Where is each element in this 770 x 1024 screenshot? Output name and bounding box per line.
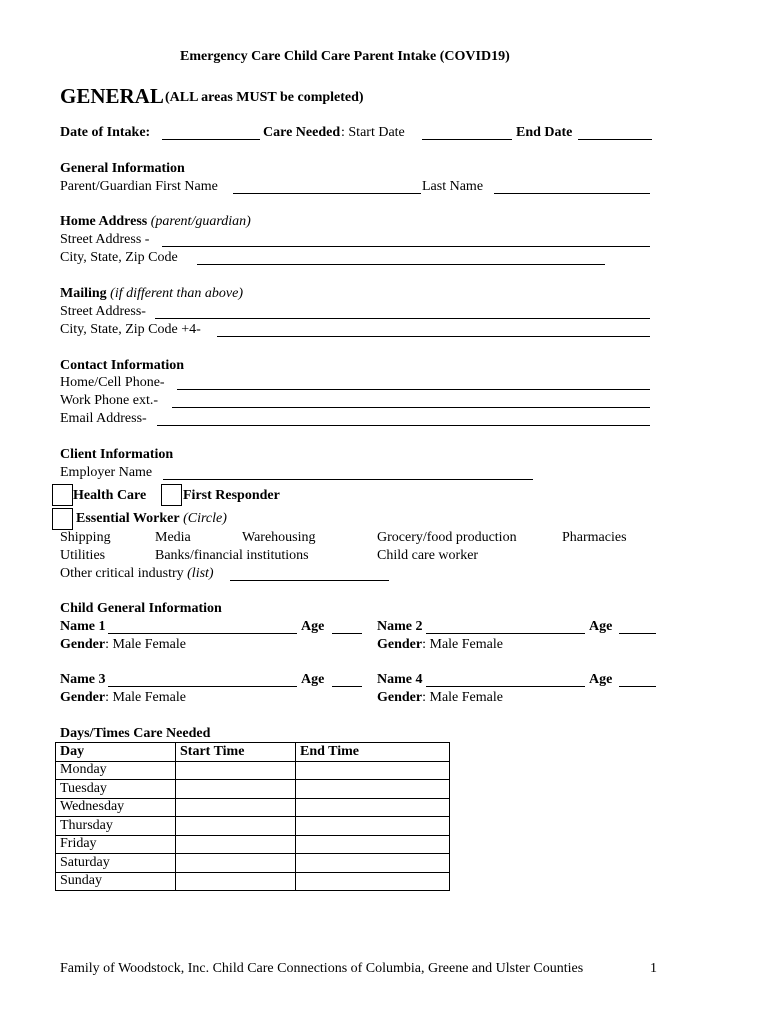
email-field[interactable] bbox=[157, 425, 650, 426]
industry-shipping[interactable]: Shipping bbox=[60, 530, 111, 545]
last-name-label: Last Name bbox=[422, 179, 484, 194]
other-industry-label: Other critical industry (list) bbox=[60, 566, 214, 581]
child4-age-label: Age bbox=[589, 672, 613, 687]
industry-child-care[interactable]: Child care worker bbox=[377, 548, 479, 563]
child2-gender[interactable]: Gender: Male Female bbox=[377, 637, 503, 652]
home-phone-field[interactable] bbox=[177, 389, 650, 390]
child2-name-label: Name 2 bbox=[377, 619, 423, 634]
work-phone-label: Work Phone ext.- bbox=[60, 393, 159, 408]
start-time-cell[interactable] bbox=[176, 798, 296, 817]
start-time-cell[interactable] bbox=[176, 780, 296, 799]
mailing-street-field[interactable] bbox=[155, 318, 650, 319]
schedule-heading: Days/Times Care Needed bbox=[60, 726, 211, 741]
child3-gender[interactable]: Gender: Male Female bbox=[60, 690, 186, 705]
column-header-end-time: End Time bbox=[296, 743, 450, 762]
section-heading: GENERAL bbox=[60, 84, 164, 108]
column-header-day: Day bbox=[56, 743, 176, 762]
child4-age-field[interactable] bbox=[619, 686, 656, 687]
industry-utilities[interactable]: Utilities bbox=[60, 548, 106, 563]
industry-banks[interactable]: Banks/financial institutions bbox=[155, 548, 309, 563]
start-time-cell[interactable] bbox=[176, 854, 296, 873]
end-time-cell[interactable] bbox=[296, 872, 450, 891]
child2-age-field[interactable] bbox=[619, 633, 656, 634]
industry-media[interactable]: Media bbox=[155, 530, 191, 545]
first-responder-checkbox[interactable] bbox=[161, 484, 182, 506]
mailing-street-label: Street Address- bbox=[60, 304, 146, 319]
day-cell: Monday bbox=[56, 761, 176, 780]
child4-gender[interactable]: Gender: Male Female bbox=[377, 690, 503, 705]
day-cell: Friday bbox=[56, 835, 176, 854]
table-row bbox=[56, 835, 450, 854]
end-date-field[interactable] bbox=[578, 139, 652, 140]
child2-name-field[interactable] bbox=[426, 633, 585, 634]
start-date-field[interactable] bbox=[422, 139, 512, 140]
work-phone-field[interactable] bbox=[172, 407, 650, 408]
home-street-label: Street Address - bbox=[60, 232, 150, 247]
health-care-checkbox[interactable] bbox=[52, 484, 73, 506]
end-time-cell[interactable] bbox=[296, 780, 450, 799]
child1-name-field[interactable] bbox=[108, 633, 297, 634]
child4-name-label: Name 4 bbox=[377, 672, 423, 687]
essential-worker-label: Essential Worker (Circle) bbox=[76, 511, 227, 526]
footer-org: Family of Woodstock, Inc. Child Care Connections of Columbia, Greene and Ulster Counties bbox=[60, 961, 584, 976]
child3-name-label: Name 3 bbox=[60, 672, 106, 687]
home-street-field[interactable] bbox=[162, 246, 650, 247]
start-date-label: : Start Date bbox=[341, 125, 405, 140]
employer-label: Employer Name bbox=[60, 465, 153, 480]
employer-field[interactable] bbox=[163, 479, 533, 480]
industry-warehousing[interactable]: Warehousing bbox=[242, 530, 316, 545]
child1-name-label: Name 1 bbox=[60, 619, 106, 634]
intake-date-field[interactable] bbox=[162, 139, 260, 140]
day-cell: Saturday bbox=[56, 854, 176, 873]
first-responder-label: First Responder bbox=[183, 488, 280, 503]
end-time-cell[interactable] bbox=[296, 854, 450, 873]
general-info-heading: General Information bbox=[60, 161, 185, 176]
table-row bbox=[56, 798, 450, 817]
end-time-cell[interactable] bbox=[296, 817, 450, 836]
intake-date-label: Date of Intake: bbox=[60, 125, 151, 140]
mailing-city-label: City, State, Zip Code +4- bbox=[60, 322, 201, 337]
section-note: (ALL areas MUST be completed) bbox=[165, 90, 364, 105]
day-cell: Thursday bbox=[56, 817, 176, 836]
industry-pharmacies[interactable]: Pharmacies bbox=[562, 530, 627, 545]
end-date-label: End Date bbox=[516, 125, 573, 140]
first-name-label: Parent/Guardian First Name bbox=[60, 179, 218, 194]
child2-age-label: Age bbox=[589, 619, 613, 634]
mailing-heading: Mailing (if different than above) bbox=[60, 286, 244, 301]
essential-worker-checkbox[interactable] bbox=[52, 508, 73, 530]
other-industry-field[interactable] bbox=[230, 580, 389, 581]
child4-name-field[interactable] bbox=[426, 686, 585, 687]
start-time-cell[interactable] bbox=[176, 761, 296, 780]
end-time-cell[interactable] bbox=[296, 761, 450, 780]
child1-age-field[interactable] bbox=[332, 633, 362, 634]
email-label: Email Address- bbox=[60, 411, 147, 426]
table-row bbox=[56, 854, 450, 873]
child3-age-label: Age bbox=[301, 672, 325, 687]
last-name-field[interactable] bbox=[494, 193, 650, 194]
schedule-table bbox=[55, 742, 450, 891]
table-row bbox=[56, 872, 450, 891]
mailing-city-field[interactable] bbox=[217, 336, 650, 337]
client-heading: Client Information bbox=[60, 447, 174, 462]
contact-heading: Contact Information bbox=[60, 358, 185, 373]
child3-name-field[interactable] bbox=[108, 686, 297, 687]
end-time-cell[interactable] bbox=[296, 835, 450, 854]
health-care-label: Health Care bbox=[73, 488, 147, 503]
day-cell: Wednesday bbox=[56, 798, 176, 817]
end-time-cell[interactable] bbox=[296, 798, 450, 817]
first-name-field[interactable] bbox=[233, 193, 421, 194]
form-title: Emergency Care Child Care Parent Intake (COVID19) bbox=[180, 49, 510, 64]
table-row bbox=[56, 780, 450, 799]
table-row bbox=[56, 761, 450, 780]
home-city-field[interactable] bbox=[197, 264, 605, 265]
child-heading: Child General Information bbox=[60, 601, 222, 616]
table-row bbox=[56, 817, 450, 836]
care-needed-label: Care Needed bbox=[263, 125, 341, 140]
day-cell: Tuesday bbox=[56, 780, 176, 799]
column-header-start-time: Start Time bbox=[176, 743, 296, 762]
page-number: 1 bbox=[650, 961, 657, 976]
start-time-cell[interactable] bbox=[176, 872, 296, 891]
home-phone-label: Home/Cell Phone- bbox=[60, 375, 165, 390]
schedule-header-row bbox=[56, 743, 450, 762]
start-time-cell[interactable] bbox=[176, 835, 296, 854]
child1-age-label: Age bbox=[301, 619, 325, 634]
home-address-heading: Home Address (parent/guardian) bbox=[60, 214, 251, 229]
child3-age-field[interactable] bbox=[332, 686, 362, 687]
child1-gender[interactable]: Gender: Male Female bbox=[60, 637, 186, 652]
home-city-label: City, State, Zip Code bbox=[60, 250, 178, 265]
industry-grocery[interactable]: Grocery/food production bbox=[377, 530, 517, 545]
start-time-cell[interactable] bbox=[176, 817, 296, 836]
day-cell: Sunday bbox=[56, 872, 176, 891]
